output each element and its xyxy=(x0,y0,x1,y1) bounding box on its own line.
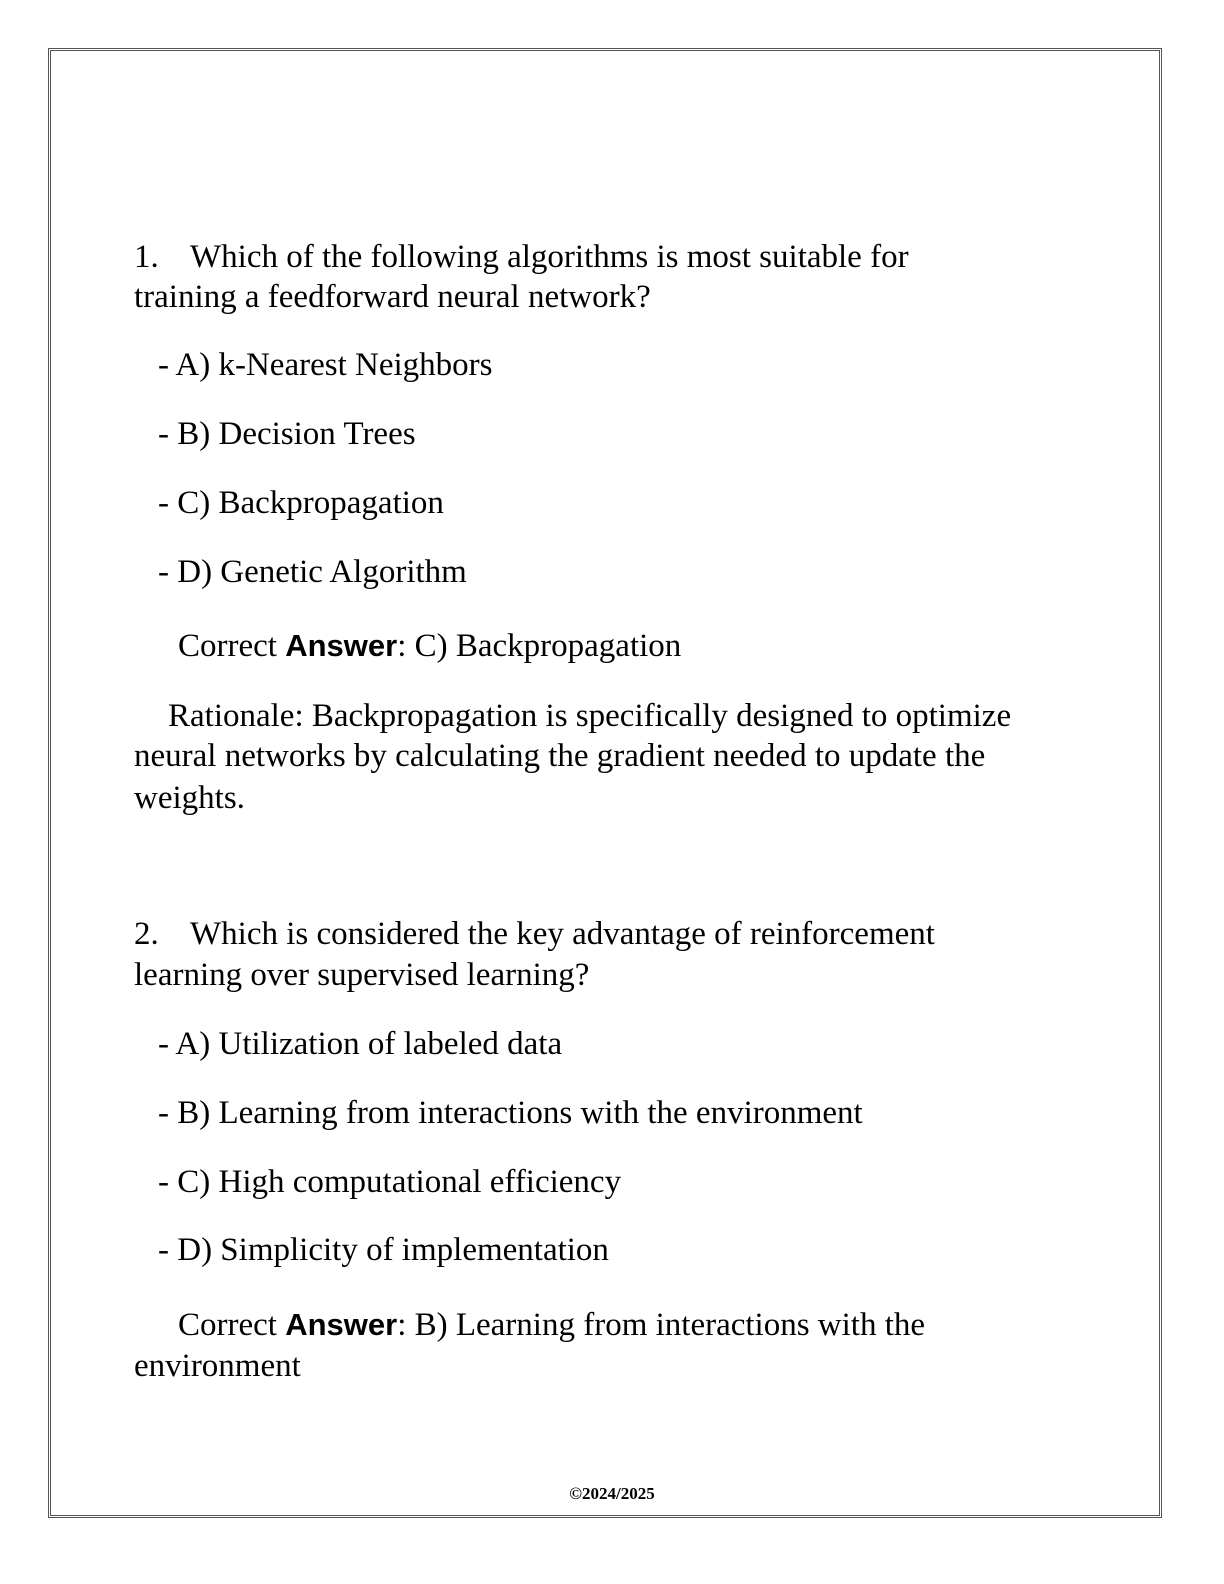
question-2-correct-answer xyxy=(178,1305,925,1345)
question-stem-line: Which of the following algorithms is most suitable for xyxy=(190,239,909,275)
answer-value: : C) Backpropagation xyxy=(397,628,682,664)
question-1-stem xyxy=(134,237,909,277)
answer-label: Answer xyxy=(285,628,398,663)
question-2-stem-continued: learning over supervised learning? xyxy=(134,957,590,993)
question-1-rationale: Rationale: Backpropagation is specifically designed to optimize xyxy=(168,698,1012,734)
question-1-rationale-line-3: weights. xyxy=(134,780,245,816)
answer-value: : B) Learning from interactions with the xyxy=(397,1307,926,1343)
question-2-option-c: - C) High computational efficiency xyxy=(158,1164,622,1200)
question-number: 2. xyxy=(134,916,159,952)
answer-label: Answer xyxy=(285,1307,398,1342)
question-2-option-d: - D) Simplicity of implementation xyxy=(158,1232,609,1268)
question-1-rationale-line-2: neural networks by calculating the gradient needed to update the xyxy=(134,738,986,774)
question-2-option-b: - B) Learning from interactions with the environment xyxy=(158,1095,863,1131)
question-1-option-a: - A) k-Nearest Neighbors xyxy=(158,347,493,383)
answer-prefix: Correct xyxy=(178,628,286,664)
question-stem-line: Which is considered the key advantage of reinforcement xyxy=(190,916,935,952)
question-1-correct-answer xyxy=(178,626,681,666)
question-number: 1. xyxy=(134,239,159,275)
copyright-footer: ©2024/2025 xyxy=(569,1484,655,1503)
answer-prefix: Correct xyxy=(178,1307,286,1343)
question-2-correct-answer-continued: environment xyxy=(134,1348,301,1384)
question-2-option-a: - A) Utilization of labeled data xyxy=(158,1026,563,1062)
question-1-option-d: - D) Genetic Algorithm xyxy=(158,554,467,590)
question-2-stem xyxy=(134,914,935,954)
question-1-option-c: - C) Backpropagation xyxy=(158,485,444,521)
question-1-option-b: - B) Decision Trees xyxy=(158,416,416,452)
question-1-stem-continued: training a feedforward neural network? xyxy=(134,279,651,315)
